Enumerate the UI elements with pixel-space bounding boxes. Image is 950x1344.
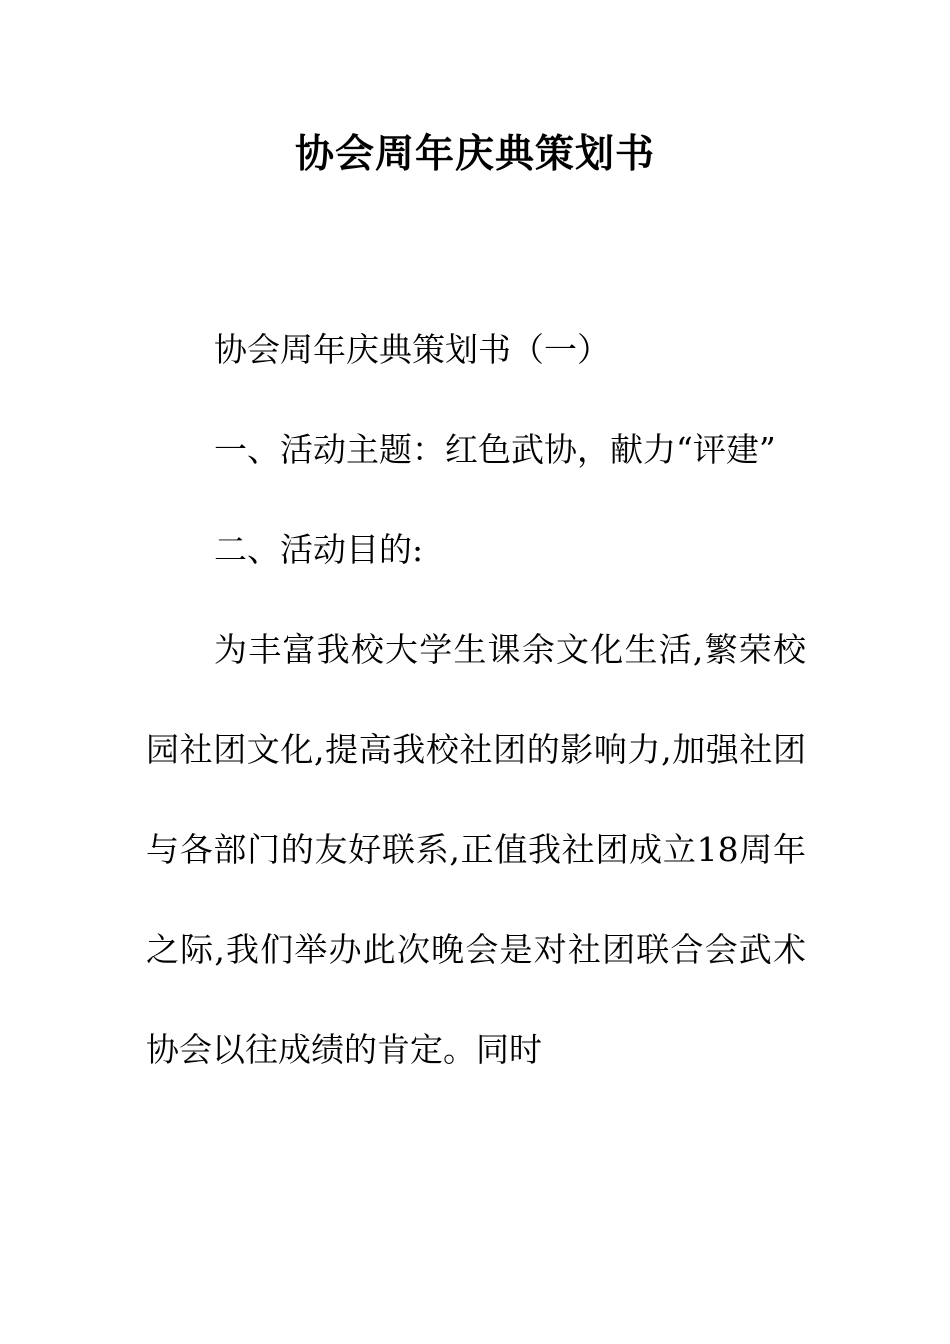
purpose-paragraph: 为丰富我校大学生课余文化生活,繁荣校园社团文化,提高我校社团的影响力,加强社团与各部门的友好联系,正值我社团成立18周年之际,我们举办此次晚会是对社团联合会武术协会以往成绩的肯定。同时 bbox=[146, 630, 806, 1069]
subtitle-paragraph: 协会周年庆典策划书（一） bbox=[214, 330, 610, 369]
document-body bbox=[146, 300, 806, 1100]
purpose-heading: 二、活动目的: bbox=[214, 530, 424, 569]
document-title: 协会周年庆典策划书 bbox=[294, 131, 655, 177]
theme-paragraph: 一、活动主题：红色武协，献力“评建” bbox=[214, 430, 776, 469]
